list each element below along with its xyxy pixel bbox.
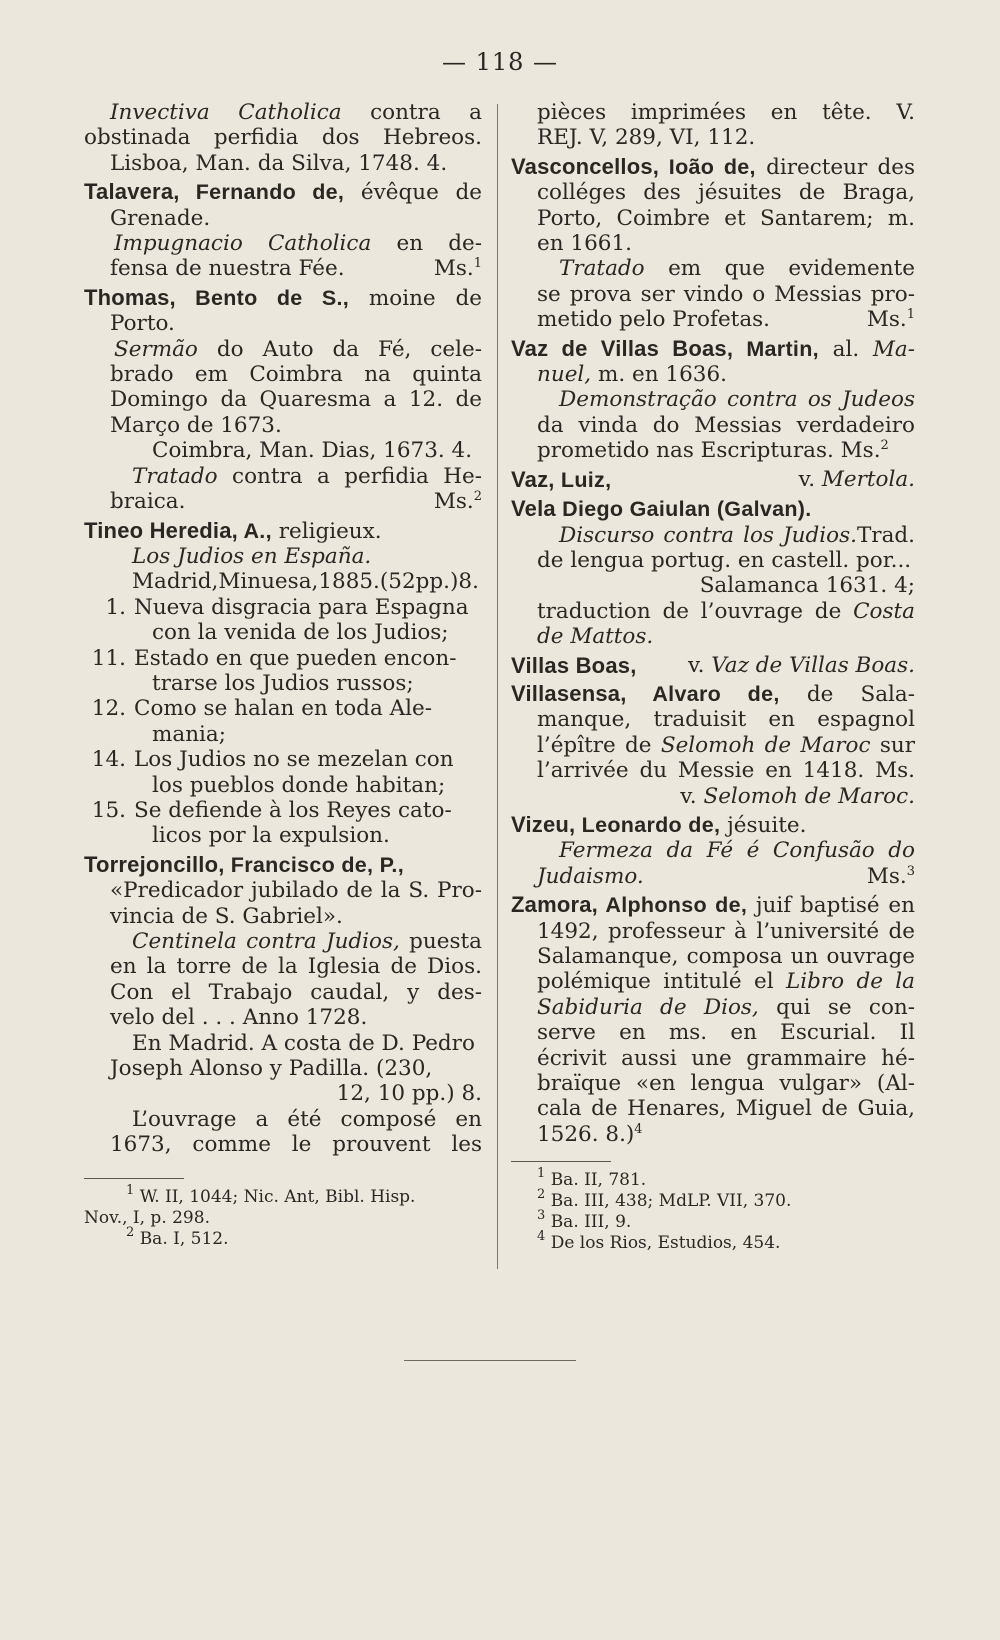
text-line: Sermão do Auto da Fé, cele- [114,336,482,362]
entry-name: Talavera, [84,179,180,205]
footnote-ref: 4 [634,1121,643,1137]
entry-vaz-de-villas-boas: Vaz de Villas Boas, Martin, al. Ma- [511,335,916,362]
list-item: 12. Como se halan en toda Ale- [91,696,432,722]
text-line: Porto, Coimbre et Santarem; m. [537,205,915,231]
text-line: prometido nas Escripturas. Ms.$^2$ [537,438,889,464]
text-line: Discurso contra los Judios.Trad. [559,522,915,548]
entry-vasconcellos: Vasconcellos, Ioão de, directeur des [511,153,915,180]
text-line: braïque «en lengua vulgar» (Al- [537,1071,915,1097]
text-line: Salamanca 1631. 4; [699,573,915,599]
text-line: mania; [152,721,226,747]
footnote: $^2$ Ba. III, 438; MdLP. VII, 370. [537,1187,792,1212]
text-line: manque, traduisit en espagnol [537,707,915,733]
text-line: Lisboa, Man. da Silva, 1748. 4. [110,150,448,176]
text-line: 1526. 8.)$^4$ [537,1121,643,1147]
footnote-ref: 1 [473,256,482,272]
entry-name: Vela [511,496,556,522]
text-line: 1673, comme le prouvent les [110,1132,482,1158]
entry-villas-boas: Villas Boas, v. Vaz de Villas Boas. [511,652,915,678]
text-line: Tratado em que evidemente [559,256,915,282]
text-line: Coimbra, Man. Dias, 1673. 4. [152,438,473,464]
text-line: brado em Coimbra na quinta [110,362,482,388]
text-line: cala de Henares, Miguel de Guia, [537,1096,915,1122]
text-line: l’arrivée du Messie en 1418. Ms. [537,758,915,784]
closing-rule [404,1360,576,1361]
footnote-rule [84,1178,184,1179]
footnote: $^1$ Ba. II, 781. [537,1166,647,1191]
text-line: l’épître de Selomoh de Maroc sur [537,732,915,758]
text-line: nuel, m. en 1636. [537,362,727,388]
footnote: $^4$ De los Rios, Estudios, 454. [537,1229,781,1254]
text-line: Joseph Alonso y Padilla. (230, [110,1056,433,1082]
footnote-continuation: Nov., I, p. 298. [84,1207,210,1228]
list-item: 11. Estado en que pueden encon- [91,645,457,671]
entry-name: Vizeu, [511,811,576,837]
text-line: polémique intitulé el Libro de la [537,969,916,995]
entry-zamora: Zamora, Alphonso de, juif baptisé en [511,892,915,919]
footnote-ref: 2 [880,438,889,454]
text-line: Porto. [110,311,175,337]
text-line: Fermeza da Fé é Confusão do [559,838,915,864]
text-line: 1492, professeur à l’université de [537,918,915,944]
entry-vela: Vela Diego Gaiulan (Galvan). [511,496,812,522]
text-line: Invectiva Catholica contra a [110,100,482,125]
entry-vizeu: Vizeu, Leonardo de, jésuite. [511,811,807,838]
entry-name: Thomas, [84,284,176,310]
text-line: de Mattos. [537,624,654,650]
text-line: con la venida de los Judios; [152,620,449,646]
text-line: Con el Trabajo caudal, y des- [110,979,482,1005]
entry-name: Vaz, [511,466,555,492]
text-line: Sabiduria de Dios, qui se con- [537,994,916,1020]
text-line: colléges des jésuites de Braga, [537,180,915,206]
footnote-ref: 2 [473,489,482,505]
entry-torrejoncillo: Torrejoncillo, Francisco de, P., [84,851,404,877]
text-line: Demonstração contra os Judeos [559,387,915,413]
footnote-rule [511,1161,611,1162]
text-line: los pueblos donde habitan; [152,772,446,798]
entry-name: Villas Boas, [511,652,637,678]
list-item: 1. Nueva disgracia para Espagna [105,594,469,620]
entry-vaz-luiz: Vaz, Luiz, v. Mertola. [511,466,915,492]
entry-talavera: Talavera, Fernando de, évêque de [84,179,482,206]
text-line: Salamanque, composa un ouvrage [537,944,915,969]
text-line: metido pelo Profetas. Ms.$^1$ [537,307,915,333]
entry-name: Vaz de Villas Boas, [511,335,734,361]
entry-name: Zamora, [511,892,598,918]
text-line: velo del . . . Anno 1728. [110,1005,368,1031]
text-line: licos por la expulsion. [152,823,390,849]
right-column [511,100,915,1254]
text-line: se prova ser vindo o Messias pro- [537,281,915,307]
text-line: L’ouvrage a été composé en [132,1106,482,1132]
page-number: — 118 — [441,48,559,76]
text-line: da vinda do Messias verdadeiro [537,412,915,438]
footnote-ref: 3 [906,863,915,879]
footnote-ref: 1 [906,307,915,323]
text-line: en la torre de la Iglesia de Dios. [110,954,482,980]
text-line: vincia de S. Gabriel». [110,903,343,929]
text-line: En Madrid. A costa de D. Pedro [132,1030,475,1056]
footnote: $^3$ Ba. III, 9. [537,1208,632,1233]
entry-name: Tineo Heredia, [84,517,238,543]
text-line: écrivit aussi une grammaire hé- [537,1045,915,1071]
left-column [84,100,482,1250]
text-line: traduction de l’ouvrage de Costa [537,598,915,624]
entry-thomas: Thomas, Bento de S., moine de [84,284,482,311]
entry-name: Torrejoncillo, [84,851,225,877]
list-item: 15. Se defiende à los Reyes cato- [91,797,452,823]
text-line: serve en ms. en Escurial. Il [537,1020,915,1046]
text-line: en 1661. [537,231,632,257]
entry-name: Villasensa, [511,680,627,706]
text-line: Centinela contra Judios, puesta [132,929,482,954]
entry-villasensa: Villasensa, Alvaro de, de Sala- [511,680,915,707]
text-line: braica. Ms.$^2$ [110,489,482,515]
text-line: Março de 1673. [110,412,282,438]
text-line: 12, 10 pp.) 8. [336,1081,482,1107]
text-line: trarse los Judios russos; [152,670,414,696]
column-divider [497,104,498,1269]
text-line: pièces imprimées en tête. V. [537,100,915,125]
text-line: fensa de nuestra Fée. Ms.$^1$ [110,256,482,282]
text-line: Impugnacio Catholica en de- [114,231,482,257]
text-line: Tratado contra a perfidia He- [132,463,482,489]
text-line: «Predicador jubilado de la S. Pro- [110,878,482,904]
entry-tineo: Tineo Heredia, A., religieux. [84,517,382,544]
text-line: Grenade. [110,205,211,231]
entry-name: Vasconcellos, [511,153,660,179]
text-line: Domingo da Quaresma a 12. de [110,387,482,413]
text-line: REJ. V, 289, VI, 112. [537,125,756,151]
text-line: Judaismo. Ms.$^3$ [537,863,915,889]
list-item: 14. Los Judios no se mezelan con [91,747,454,773]
text-line: Los Judios en España. [132,543,372,569]
text-line: de lengua portug. en castell. por... [537,547,912,573]
text-line: Madrid,Minuesa,1885.(52pp.)8. [132,569,479,595]
footnote: $^2$ Ba. I, 512. [126,1224,229,1249]
text-line: obstinada perfidia dos Hebreos. [84,125,482,151]
footnote: $^1$ W. II, 1044; Nic. Ant, Bibl. Hisp. [126,1182,416,1207]
text-line: v. Selomoh de Maroc. [680,783,915,809]
